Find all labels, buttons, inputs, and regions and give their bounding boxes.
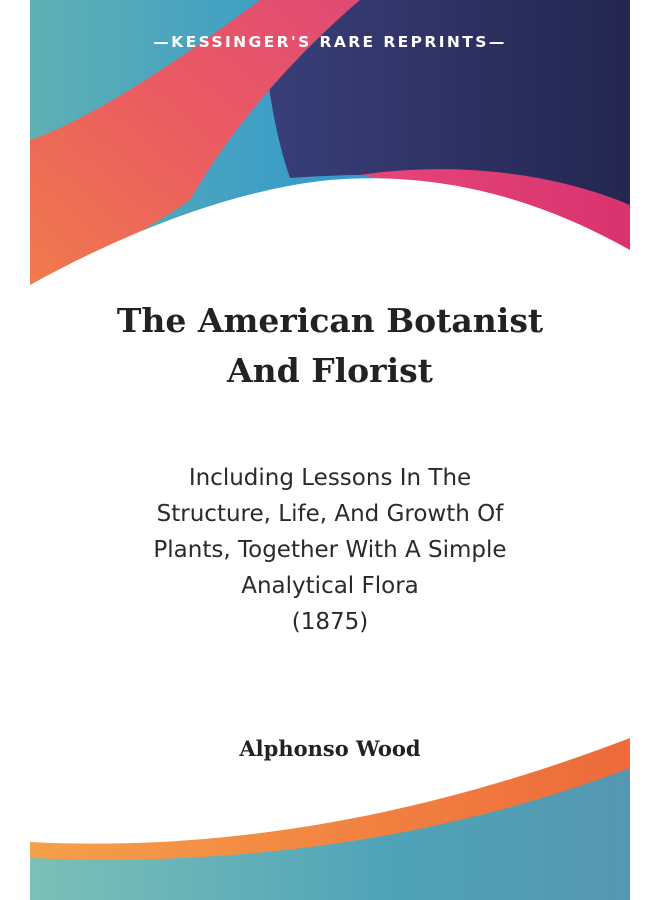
publisher-imprint: —KESSINGER'S RARE REPRINTS—: [153, 33, 507, 51]
book-title: [70, 296, 590, 396]
book-subtitle-line: Structure, Life, And Growth Of: [156, 501, 504, 527]
book-subtitle-line: Including Lessons In The: [188, 465, 472, 491]
book-author: Alphonso Wood: [239, 736, 421, 761]
book-subtitle-line: Plants, Together With A Simple: [153, 537, 507, 563]
book-title-line: The American Botanist: [116, 301, 544, 340]
cover-wave-artwork: [30, 0, 630, 900]
book-title-line: And Florist: [227, 351, 433, 390]
book-cover: [30, 0, 630, 900]
book-subtitle: [70, 460, 590, 640]
book-subtitle-year: (1875): [291, 609, 369, 635]
book-subtitle-line: Analytical Flora: [241, 573, 419, 599]
